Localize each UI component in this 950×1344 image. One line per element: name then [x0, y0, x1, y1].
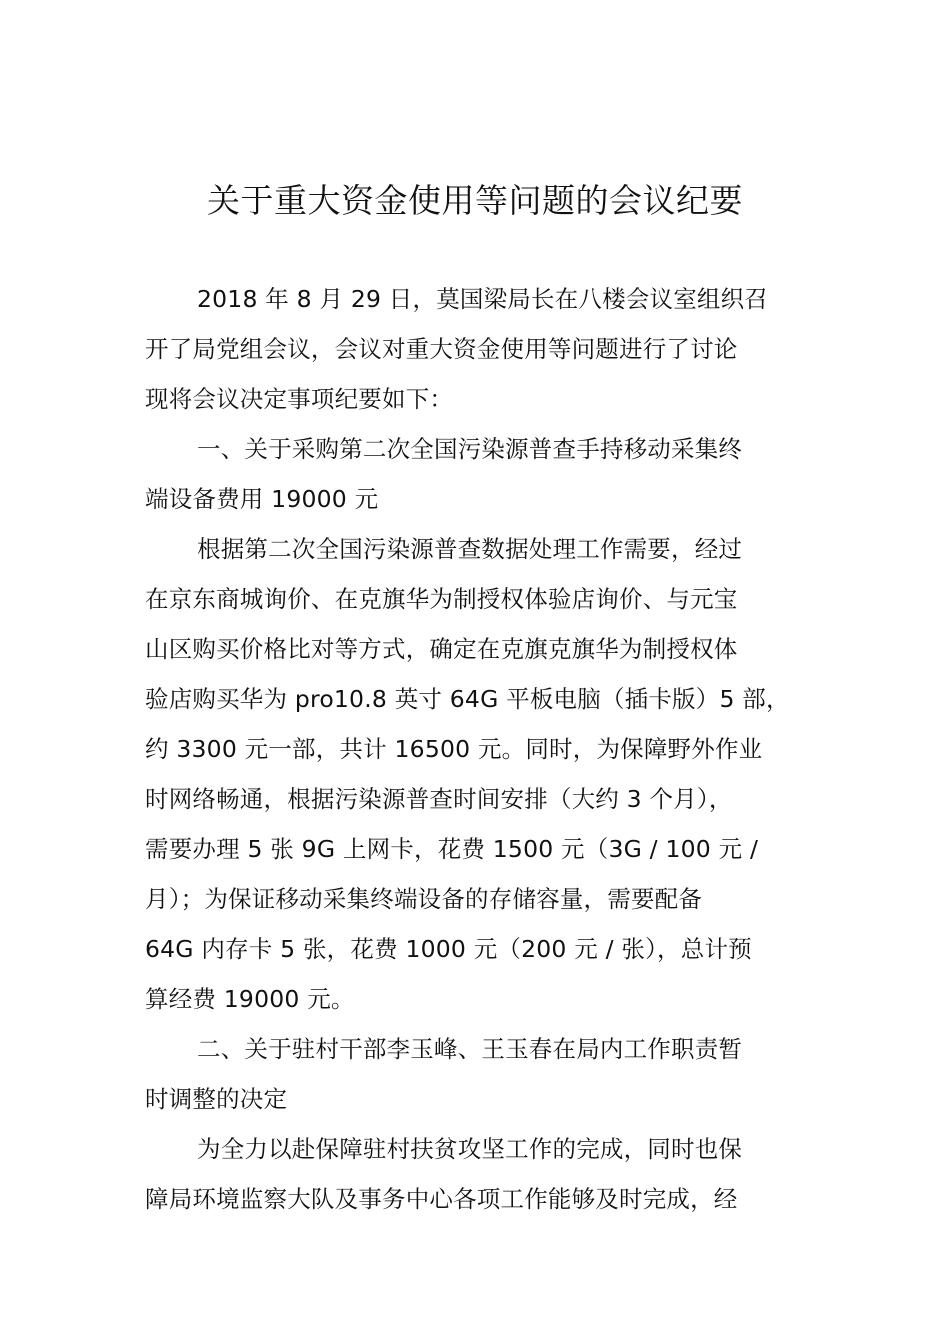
body-line: 2018 年 8 月 29 日，莫国梁局长在八楼会议室组织召 — [197, 285, 769, 313]
body-line: 现将会议决定事项纪要如下： — [145, 385, 454, 413]
body-line: 根据第二次全国污染源普查数据处理工作需要，经过 — [197, 535, 743, 563]
body-line: 需要办理 5 张 9G 上网卡，花费 1500 元（3G / 100 元 / — [145, 835, 759, 863]
section-heading-2-cont: 时调整的决定 — [145, 1085, 288, 1113]
body-line: 验店购买华为 pro10.8 英寸 64G 平板电脑（插卡版）5 部， — [145, 685, 790, 713]
body-line: 64G 内存卡 5 张，花费 1000 元（200 元 / 张），总计预 — [145, 935, 752, 963]
body-line: 算经费 19000 元。 — [145, 985, 355, 1013]
body-line: 为全力以赴保障驻村扶贫攻坚工作的完成，同时也保 — [197, 1135, 743, 1163]
body-line: 开了局党组会议，会议对重大资金使用等问题进行了讨论 — [145, 335, 738, 363]
body-line: 约 3300 元一部，共计 16500 元。同时，为保障野外作业 — [145, 735, 763, 763]
body-line: 月）；为保证移动采集终端设备的存储容量，需要配备 — [145, 885, 703, 913]
section-heading-2: 二、关于驻村干部李玉峰、王玉春在局内工作职责暂 — [197, 1035, 743, 1063]
section-heading-1-cont: 端设备费用 19000 元 — [145, 485, 379, 513]
body-line: 在京东商城询价、在克旗华为制授权体验店询价、与元宝 — [145, 585, 738, 613]
body-line: 山区购买价格比对等方式，确定在克旗克旗华为制授权体 — [145, 635, 738, 663]
section-heading-1: 一、关于采购第二次全国污染源普查手持移动采集终 — [197, 435, 743, 463]
body-line: 障局环境监察大队及事务中心各项工作能够及时完成，经 — [145, 1185, 738, 1213]
document-title: 关于重大资金使用等问题的会议纪要 — [207, 181, 743, 220]
body-line: 时网络畅通，根据污染源普查时间安排（大约 3 个月）， — [145, 785, 733, 813]
